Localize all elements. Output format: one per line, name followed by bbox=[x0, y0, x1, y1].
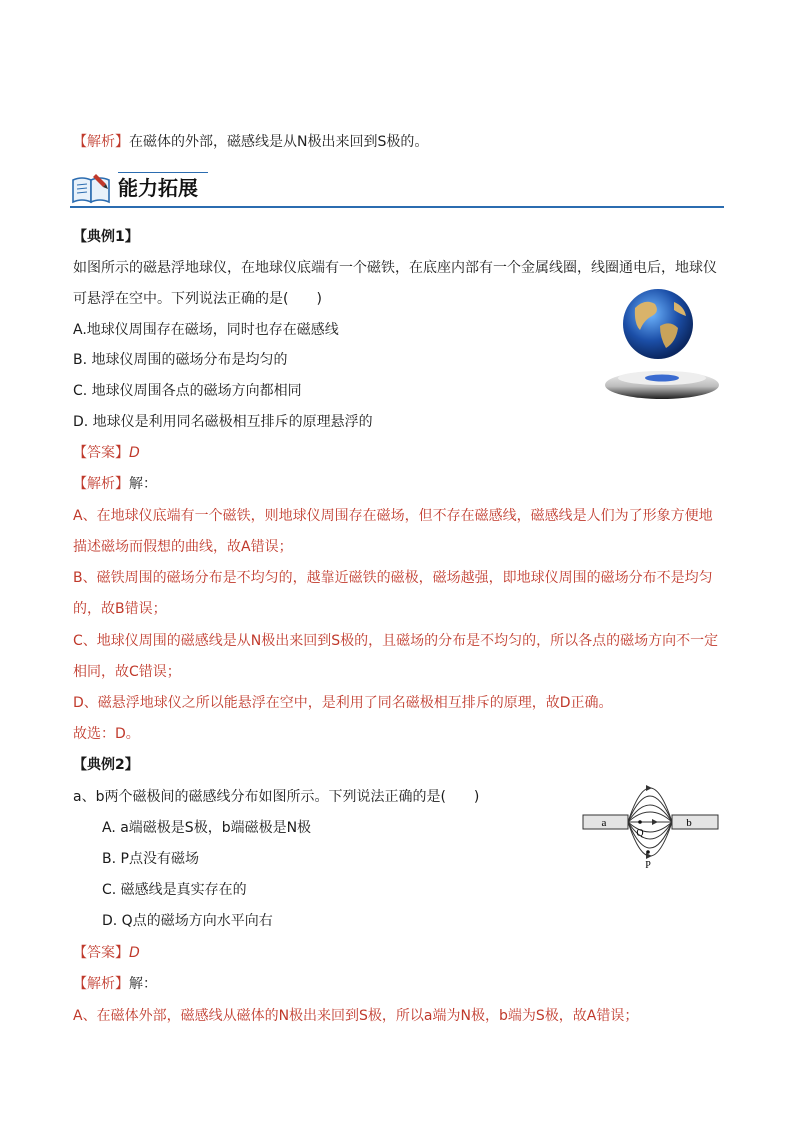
example1-analysis-line4: 的，故B错误； bbox=[73, 601, 167, 617]
example2-analysis-line1: A、在磁体外部，磁感线从磁体的N极出来回到S极，所以a端为N极，b端为S极，故A错误； bbox=[73, 1008, 639, 1024]
example1-option-c: C. 地球仪周围各点的磁场方向都相同 bbox=[73, 383, 302, 399]
example2-option-b: B. P点没有磁场 bbox=[102, 851, 199, 867]
example1-analysis-line1: A、在地球仪底端有一个磁铁，则地球仪周围存在磁场，但不存在磁感线，磁感线是人们为了形象方便地 bbox=[73, 508, 713, 524]
top-analysis bbox=[73, 132, 428, 152]
example1-label: 【典例1】 bbox=[73, 229, 139, 245]
example1-question-line2: 可悬浮在空中。下列说法正确的是( ) bbox=[73, 291, 322, 307]
example1-analysis-line7: D、磁悬浮地球仪之所以能悬浮在空中，是利用了同名磁极相互排斥的原理，故D正确。 bbox=[73, 695, 613, 711]
example1-option-b: B. 地球仪周围的磁场分布是均匀的 bbox=[73, 352, 288, 368]
section-title: 能力拓展 bbox=[118, 176, 198, 200]
levitating-globe-figure bbox=[600, 286, 725, 406]
label-b: b bbox=[686, 817, 692, 829]
label-a: a bbox=[601, 817, 607, 829]
header-rule bbox=[70, 206, 724, 208]
example2-analysis-head bbox=[73, 974, 157, 994]
book-icon bbox=[70, 170, 114, 206]
example1-analysis-line2: 描述磁场而假想的曲线，故A错误； bbox=[73, 539, 293, 555]
example1-analysis-line3: B、磁铁周围的磁场分布是不均匀的，越靠近磁铁的磁极，磁场越强，即地球仪周围的磁场分布不是均匀 bbox=[73, 570, 713, 586]
example2-answer bbox=[73, 943, 140, 963]
analysis-head: 解： bbox=[129, 976, 157, 992]
example1-option-d: D. 地球仪是利用同名磁极相互排斥的原理悬浮的 bbox=[73, 414, 373, 430]
analysis-tag: 【解析】 bbox=[73, 134, 129, 150]
example1-option-a: A.地球仪周围存在磁场，同时也存在磁感线 bbox=[73, 322, 339, 338]
example1-question-line1: 如图所示的磁悬浮地球仪，在地球仪底端有一个磁铁，在底座内部有一个金属线圈，线圈通电后，地球仪 bbox=[73, 260, 717, 276]
example2-label: 【典例2】 bbox=[73, 757, 139, 773]
example2-question: a、b两个磁极间的磁感线分布如图所示。下列说法正确的是( ) bbox=[73, 789, 480, 805]
label-q: Q bbox=[636, 828, 644, 839]
example1-analysis-head bbox=[73, 474, 157, 494]
example1-analysis-line6: 相同，故C错误； bbox=[73, 664, 181, 680]
header-accent-rule bbox=[118, 172, 208, 173]
answer-tag: 【答案】 bbox=[73, 945, 129, 961]
analysis-head: 解： bbox=[129, 476, 157, 492]
example1-analysis-line5: C、地球仪周围的磁感线是从N极出来回到S极的，且磁场的分布是不均匀的，所以各点的磁场方向不一定 bbox=[73, 633, 719, 649]
example2-option-d: D. Q点的磁场方向水平向右 bbox=[102, 913, 273, 929]
analysis-tag: 【解析】 bbox=[73, 476, 129, 492]
example2-option-c: C. 磁感线是真实存在的 bbox=[102, 882, 247, 898]
example1-answer bbox=[73, 443, 140, 463]
analysis-text: 在磁体的外部，磁感线是从N极出来回到S极的。 bbox=[129, 134, 429, 150]
analysis-tag: 【解析】 bbox=[73, 976, 129, 992]
example1-conclusion: 故选：D。 bbox=[73, 726, 140, 742]
answer-value: D bbox=[129, 945, 140, 961]
section-header bbox=[70, 168, 724, 212]
magnetic-field-figure bbox=[578, 780, 723, 872]
label-p: P bbox=[645, 860, 651, 871]
example2-option-a: A. a端磁极是S极，b端磁极是N极 bbox=[102, 820, 312, 836]
answer-tag: 【答案】 bbox=[73, 445, 129, 461]
answer-value: D bbox=[129, 445, 140, 461]
